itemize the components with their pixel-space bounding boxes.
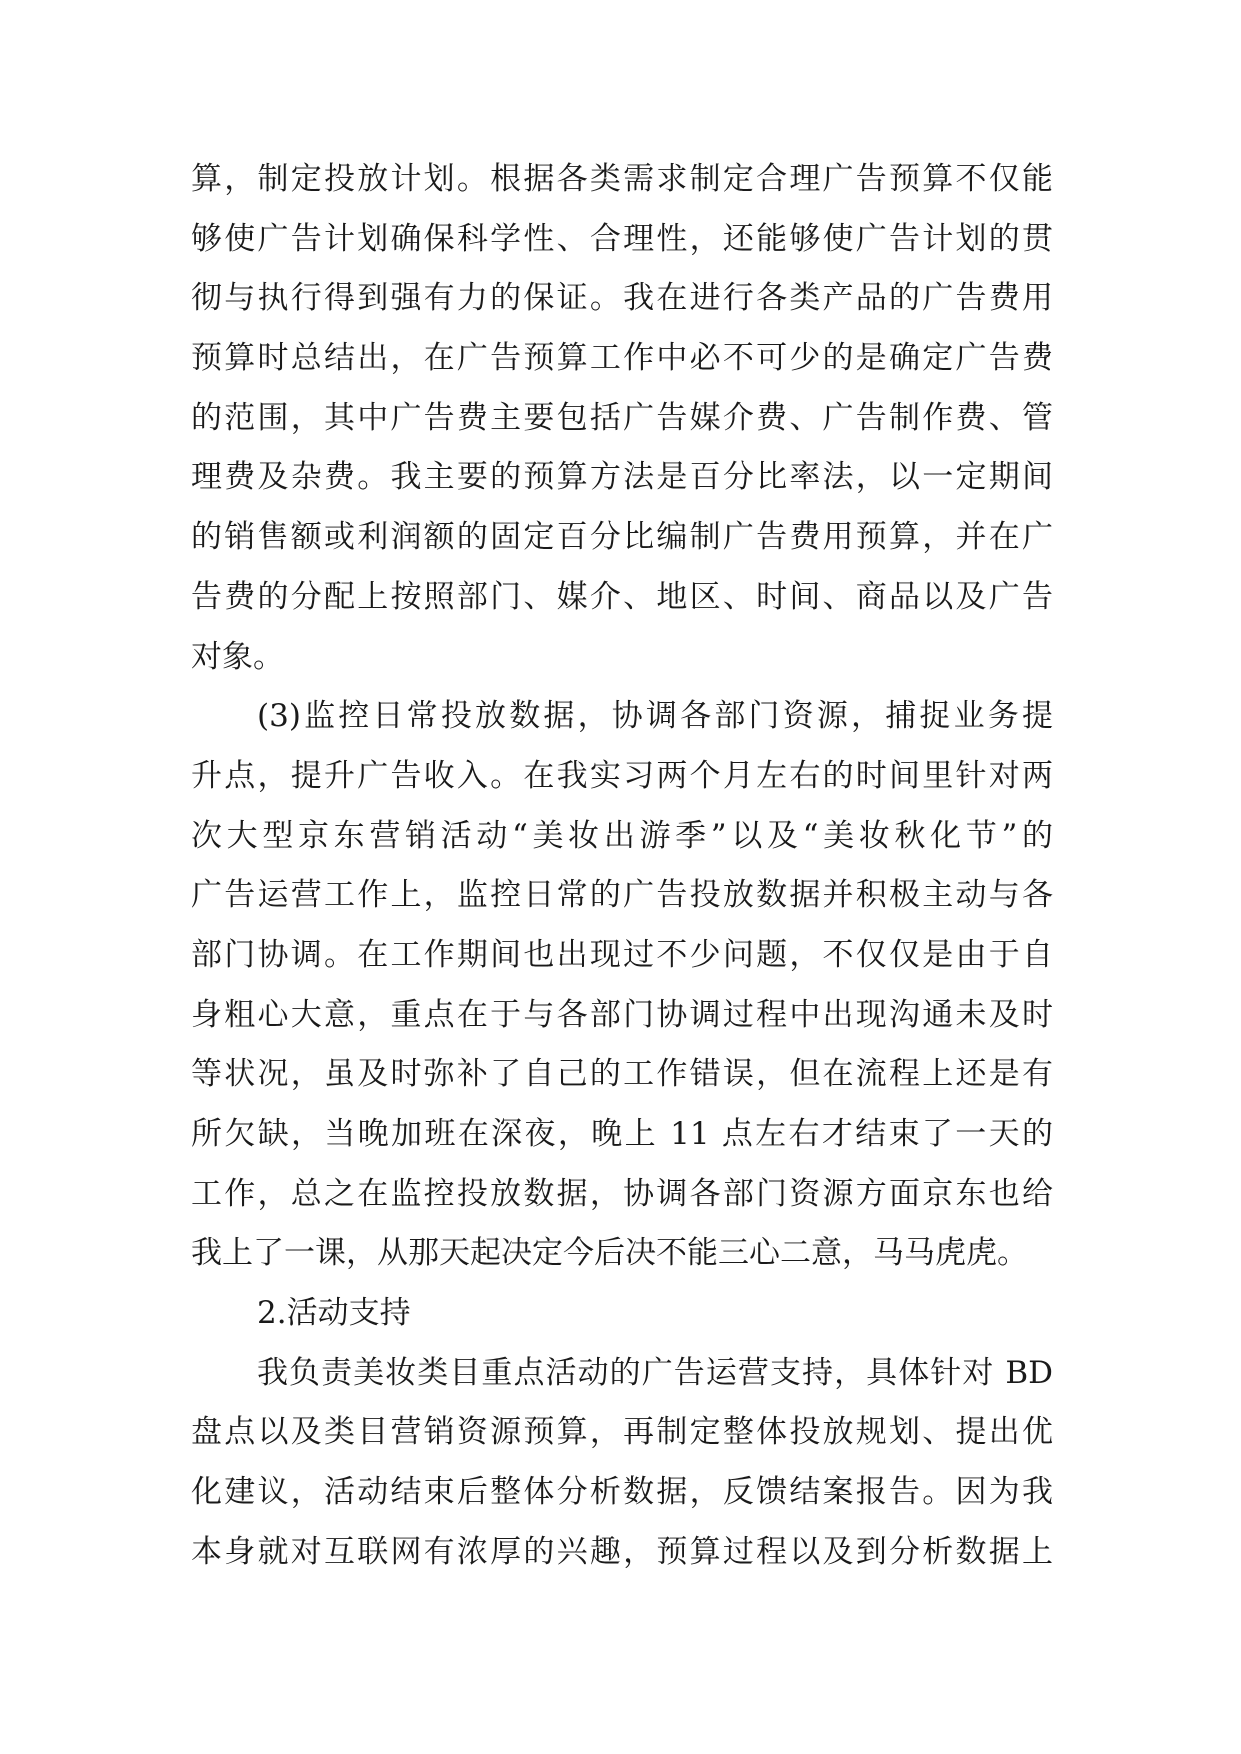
text-line: 预算时总结出，在广告预算工作中必不可少的是确定广告费 (191, 340, 1053, 377)
text-line: 部门协调。在工作期间也出现过不少问题，不仅仅是由于自 (191, 936, 1053, 973)
text-line: 盘点以及类目营销资源预算，再制定整体投放规划、提出优 (191, 1414, 1053, 1451)
section-heading: 2.活动支持 (257, 1295, 411, 1332)
text-line: 等状况，虽及时弥补了自己的工作错误，但在流程上还是有 (191, 1056, 1053, 1093)
text-line: 我负责美妆类目重点活动的广告运营支持，具体针对 BD (257, 1354, 1053, 1391)
text-line: 对象。 (191, 638, 284, 675)
text-line: 理费及杂费。我主要的预算方法是百分比率法，以一定期间 (191, 459, 1053, 496)
text-line: 我上了一课，从那天起决定今后决不能三心二意，马马虎虎。 (191, 1235, 1028, 1272)
text-line: 次大型京东营销活动“美妆出游季”以及“美妆秋化节”的 (191, 817, 1053, 854)
text-line: 广告运营工作上，监控日常的广告投放数据并积极主动与各 (191, 877, 1053, 914)
body-text (191, 150, 1053, 1583)
text-line: 告费的分配上按照部门、媒介、地区、时间、商品以及广告 (191, 578, 1053, 615)
text-line: 的销售额或利润额的固定百分比编制广告费用预算，并在广 (191, 519, 1053, 556)
text-line: 工作，总之在监控投放数据，协调各部门资源方面京东也给 (191, 1175, 1053, 1212)
text-line: 够使广告计划确保科学性、合理性，还能够使广告计划的贯 (191, 220, 1053, 257)
text-line: 升点，提升广告收入。在我实习两个月左右的时间里针对两 (191, 757, 1053, 794)
text-line: 化建议，活动结束后整体分析数据，反馈结案报告。因为我 (191, 1474, 1053, 1511)
text-line: 算，制定投放计划。根据各类需求制定合理广告预算不仅能 (191, 161, 1053, 197)
text-line: 的范围，其中广告费主要包括广告媒介费、广告制作费、管 (191, 399, 1053, 436)
text-line: 身粗心大意，重点在于与各部门协调过程中出现沟通未及时 (191, 996, 1053, 1033)
text-line: 所欠缺，当晚加班在深夜，晚上 11 点左右才结束了一天的 (191, 1116, 1053, 1152)
text-line: (3)监控日常投放数据，协调各部门资源，捕捉业务提 (257, 698, 1053, 735)
text-line: 本身就对互联网有浓厚的兴趣，预算过程以及到分析数据上 (191, 1533, 1053, 1570)
text-line: 彻与执行得到强有力的保证。我在进行各类产品的广告费用 (191, 280, 1053, 317)
